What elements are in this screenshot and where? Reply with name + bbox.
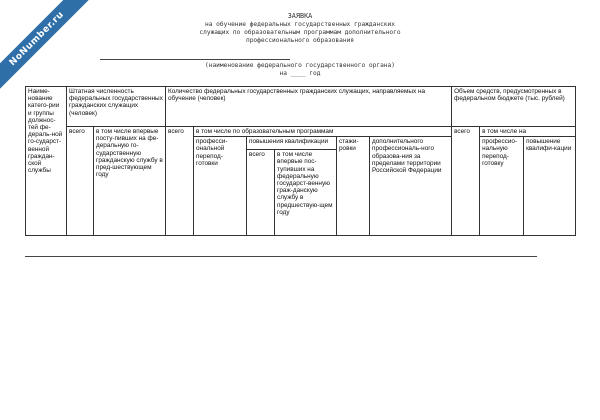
staff-count-header: Штатная численность федеральных государственных гражданских служащих (человек): [67, 87, 166, 127]
qualification-total-header: всего: [247, 150, 275, 236]
title-line-3: профессионального образования: [245, 37, 355, 44]
title-line-2: служащих по образовательным программам дополнительного: [199, 29, 401, 36]
watermark-ribbon: NoNumber.ru: [0, 0, 96, 98]
document-title: ЗАЯВКА: [287, 12, 313, 20]
year-line: на ____ год: [279, 70, 321, 77]
staff-newcomers-header: в том числе впервые посту-пивших на фе-деральную го-сударственную гражданскую службу в пред-шествующем году: [94, 127, 166, 236]
prof-retraining-header: професси-ональной перепод-готовки: [194, 137, 247, 236]
org-name-rule: [100, 59, 290, 60]
qualification-newcomers-header: в том числе впервые пос-тупивших на федеральную государст-венную граж-данскую службу в предшествую-щем году: [275, 150, 337, 236]
qualification-upgrade-header: повышения квалификации: [247, 137, 337, 150]
funds-breakdown-header: в том числе на: [480, 127, 576, 137]
staff-total-header: всего: [67, 127, 94, 236]
internship-header: стажи-ровки: [337, 137, 370, 236]
trainees-count-header: Количество федеральных государственных гражданских служащих, направляемых на обучение (человек): [166, 87, 452, 127]
category-header: Наиме-нование катего-рии и группы должнос-тей фе-дераль-ной го-сударст-венной граждан-ской службы: [26, 87, 67, 236]
trainees-total-header: всего: [166, 127, 194, 236]
budget-funds-header: Объем средств, предусмотренных в федеральном бюджете (тыс. рублей): [452, 87, 576, 127]
funds-qualification-header: повышение квалифи-кации: [524, 137, 576, 236]
bottom-rule: [25, 256, 537, 257]
funds-total-header: всего: [452, 127, 480, 236]
application-form-table: [25, 86, 576, 236]
org-name-caption: (наименование федерального государственного органа): [205, 62, 395, 69]
education-abroad-header: дополнительного профессиональ-ного образова-ния за пределами территории Российской Федерации: [370, 137, 452, 236]
funds-prof-retraining-header: профессио-нальную перепод-готовку: [480, 137, 524, 236]
title-line-1: на обучение федеральных государственных гражданских: [205, 21, 395, 28]
trainees-by-program-header: в том числе по образовательным программам: [194, 127, 452, 137]
